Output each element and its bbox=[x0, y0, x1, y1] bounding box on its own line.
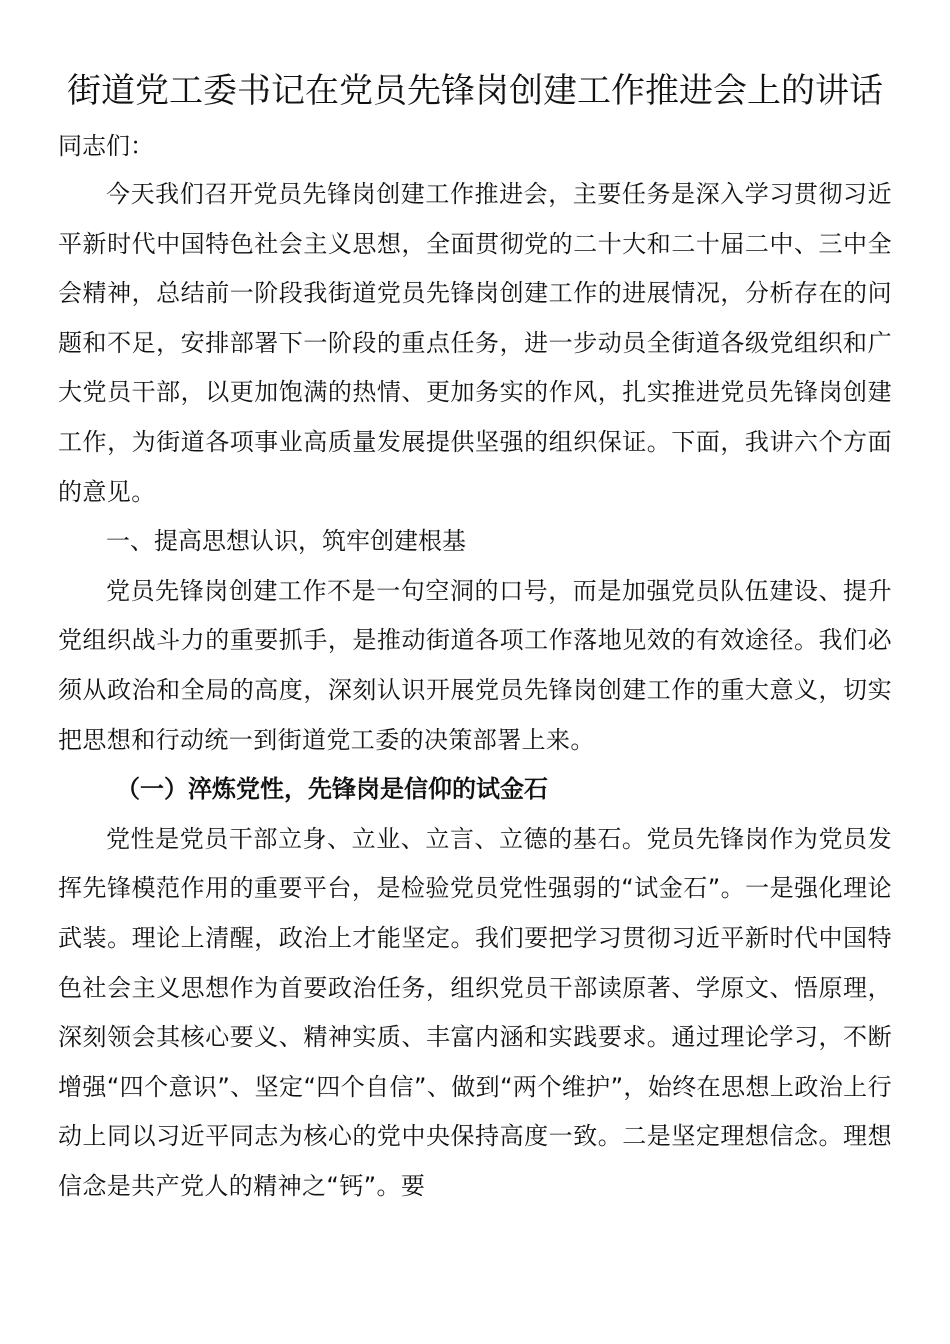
document-title: 街道党工委书记在党员先锋岗创建工作推进会上的讲话 bbox=[67, 71, 883, 111]
subsection-1-paragraph: 党性是党员干部立身、立业、立言、立德的基石。党员先锋岗作为党员发挥先锋模范作用的重要平台，是检验党员党性强弱的“试金石”。一是强化理论武装。理论上清醒，政治上才能坚定。我们要把学习贯彻习近平新时代中国特色社会主义思想作为首要政治任务，组织党员干部读原著、学原文、悟原理，深刻领会其核心要义、精神实质、丰富内涵和实践要求。通过理论学习，不断增强“四个意识”、坚定“四个自信”、做到“两个维护”，始终在思想上政治上行动上同以习近平同志为核心的党中央保持高度一致。二是坚定理想信念。理想信念是共产党人的精神之“钙”。要 bbox=[58, 824, 892, 1200]
document-page bbox=[58, 66, 892, 1211]
subsection-1-heading: （一）淬炼党性，先锋岗是信仰的试金石 bbox=[116, 775, 548, 804]
section-1-paragraph: 党员先锋岗创建工作不是一句空洞的口号，而是加强党员队伍建设、提升党组织战斗力的重要抓手，是推动街道各项工作落地见效的有效途径。我们必须从政治和全局的高度，深刻认识开展党员先锋岗创建工作的重大意义，切实把思想和行动统一到街道党工委的决策部署上来。 bbox=[58, 576, 892, 754]
intro-paragraph: 今天我们召开党员先锋岗创建工作推进会，主要任务是深入学习贯彻习近平新时代中国特色社会主义思想，全面贯彻党的二十大和二十届二中、三中全会精神，总结前一阶段我街道党员先锋岗创建工作的进展情况，分析存在的问题和不足，安排部署下一阶段的重点任务，进一步动员全街道各级党组织和广大党员干部，以更加饱满的热情、更加务实的作风，扎实推进党员先锋岗创建工作，为街道各项事业高质量发展提供坚强的组织保证。下面，我讲六个方面的意见。 bbox=[58, 180, 892, 506]
section-1-heading: 一、提高思想认识，筑牢创建根基 bbox=[106, 527, 466, 556]
salutation: 同志们： bbox=[58, 132, 154, 160]
